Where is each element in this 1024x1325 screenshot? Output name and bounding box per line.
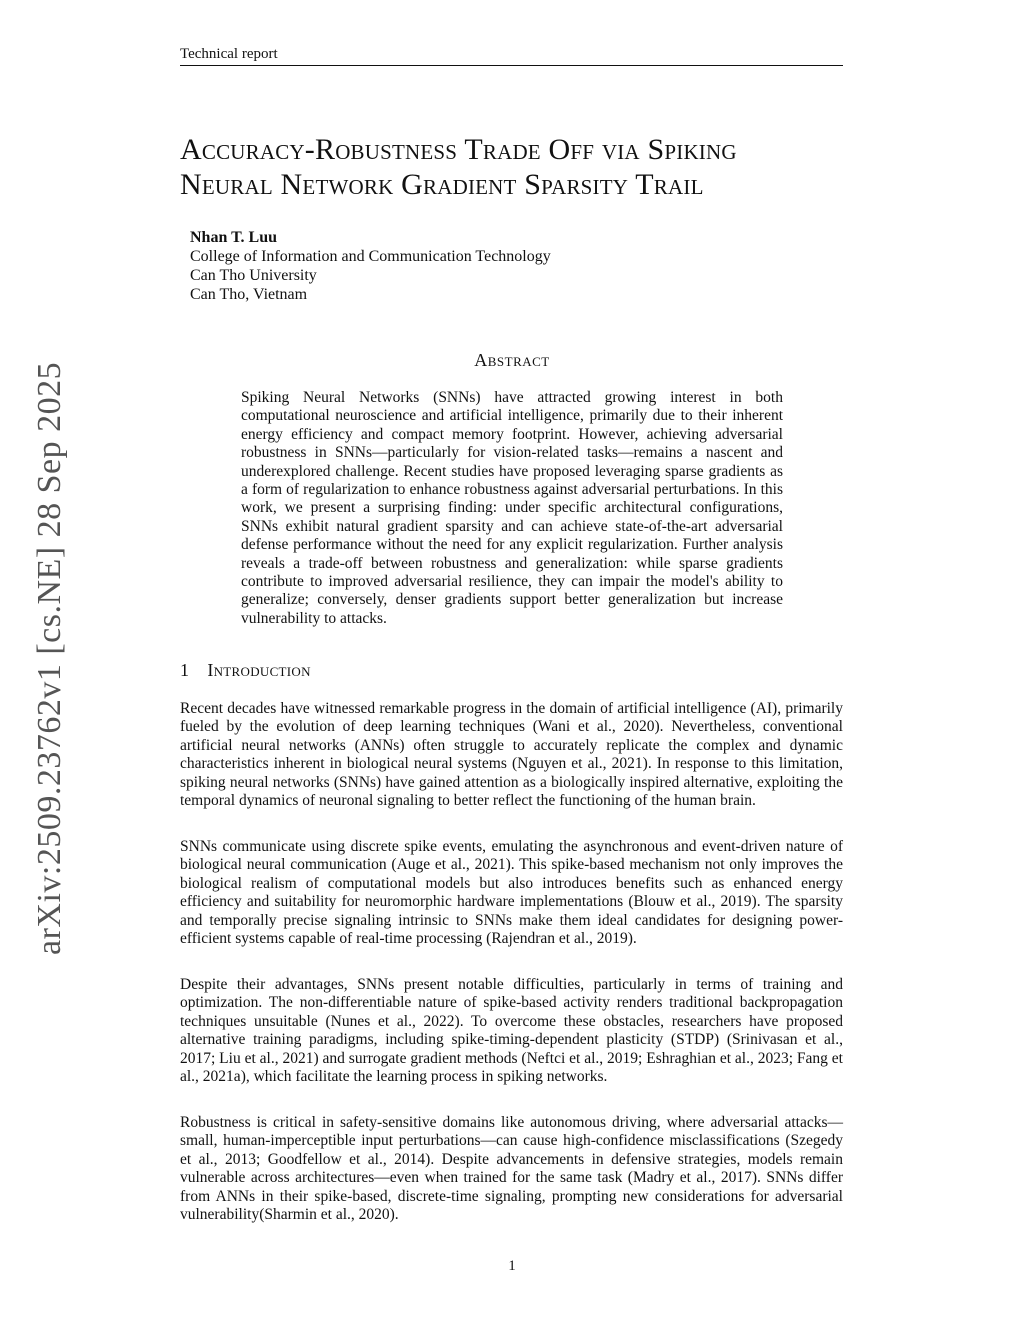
intro-paragraph-3: Despite their advantages, SNNs present notable difficulties, particularly in terms of training and optimization. The non-differentiable nature of spike-based activity renders traditional backpropagation techniques unsuitable (Nunes et al., 2022). To overcome these obstacles, researchers have proposed alternative training paradigms, including spike-timing-dependent plasticity (STDP) (Srinivasan et al., 2017; Liu et al., 2021) and surrogate gradient methods (Neftci et al., 2019; Eshraghian et al., 2023; Fang et al., 2021a), which facilitate the learning process in spiking networks. <box>180 976 843 1086</box>
intro-paragraph-2: SNNs communicate using discrete spike events, emulating the asynchronous and event-driven nature of biological neural communication (Auge et al., 2021). This spike-based mechanism not only improves the biological realism of computational models but also introduces benefits such as enhanced energy efficiency and suitability for neuromorphic hardware implementations (Blouw et al., 2019). The sparsity and temporally precise signaling intrinsic to SNNs make them ideal candidates for designing power-efficient systems capable of real-time processing (Rajendran et al., 2019). <box>180 838 843 948</box>
author-university: Can Tho University <box>190 267 317 284</box>
author-block <box>190 228 551 304</box>
header-rule <box>180 65 843 66</box>
arxiv-identifier[interactable]: arXiv:2509.23762v1 [cs.NE] 28 Sep 2025 <box>31 361 68 955</box>
paper-title <box>180 132 860 202</box>
title-line-2: Neural Network Gradient Sparsity Trail <box>180 168 704 201</box>
intro-paragraph-1: Recent decades have witnessed remarkable progress in the domain of artificial intelligence (AI), primarily fueled by the evolution of deep learning techniques (Wani et al., 2020). Nevertheless, conventional artificial neural networks (ANNs) often struggle to accurately replicate the complex and dynamic characteristics inherent in biological neural systems (Nguyen et al., 2021). In response to this limitation, spiking neural networks (SNNs) have gained attention as a biologically inspired alternative, exploiting the temporal dynamics of neuronal signaling to better reflect the functioning of the human brain. <box>180 700 843 810</box>
title-line-1: Accuracy-Robustness Trade Off via Spiking <box>180 133 737 166</box>
section-heading-introduction <box>180 660 311 681</box>
page-number: 1 <box>508 1258 516 1274</box>
abstract-text: Spiking Neural Networks (SNNs) have attracted growing interest in both computational neuroscience and artificial intelligence, primarily due to their inherent energy efficiency and compact memory footprint. However, achieving adversarial robustness in SNNs—particularly for vision-related tasks—remains a nascent and underexplored challenge. Recent studies have proposed leveraging sparse gradients as a form of regularization to enhance robustness against adversarial perturbations. In this work, we present a surprising finding: under specific architectural configurations, SNNs exhibit natural gradient sparsity and can achieve state-of-the-art adversarial defense performance without the need for any explicit regularization. Further analysis reveals a trade-off between robustness and generalization: while sparse gradients contribute to improved adversarial resilience, they can impair the model's ability to generalize; conversely, denser gradients support better generalization but increase vulnerability to attacks. <box>241 389 783 627</box>
author-location: Can Tho, Vietnam <box>190 286 308 303</box>
section-title: Introduction <box>207 660 311 680</box>
author-affiliation: College of Information and Communication Technology <box>190 248 551 265</box>
abstract-heading: Abstract <box>474 350 550 370</box>
intro-paragraph-4: Robustness is critical in safety-sensitive domains like autonomous driving, where adversarial attacks—small, human-imperceptible input perturbations—can cause high-confidence misclassifications (Szegedy et al., 2013; Goodfellow et al., 2014). Despite advancements in defensive strategies, models remain vulnerable across architectures—even when trained for the same task (Madry et al., 2017). SNNs differ from ANNs in their spike-based, discrete-time signaling, prompting new considerations for adversarial vulnerability(Sharmin et al., 2020). <box>180 1114 843 1224</box>
running-header: Technical report <box>180 46 278 62</box>
author-name: Nhan T. Luu <box>190 229 278 246</box>
section-number: 1 <box>180 660 190 680</box>
